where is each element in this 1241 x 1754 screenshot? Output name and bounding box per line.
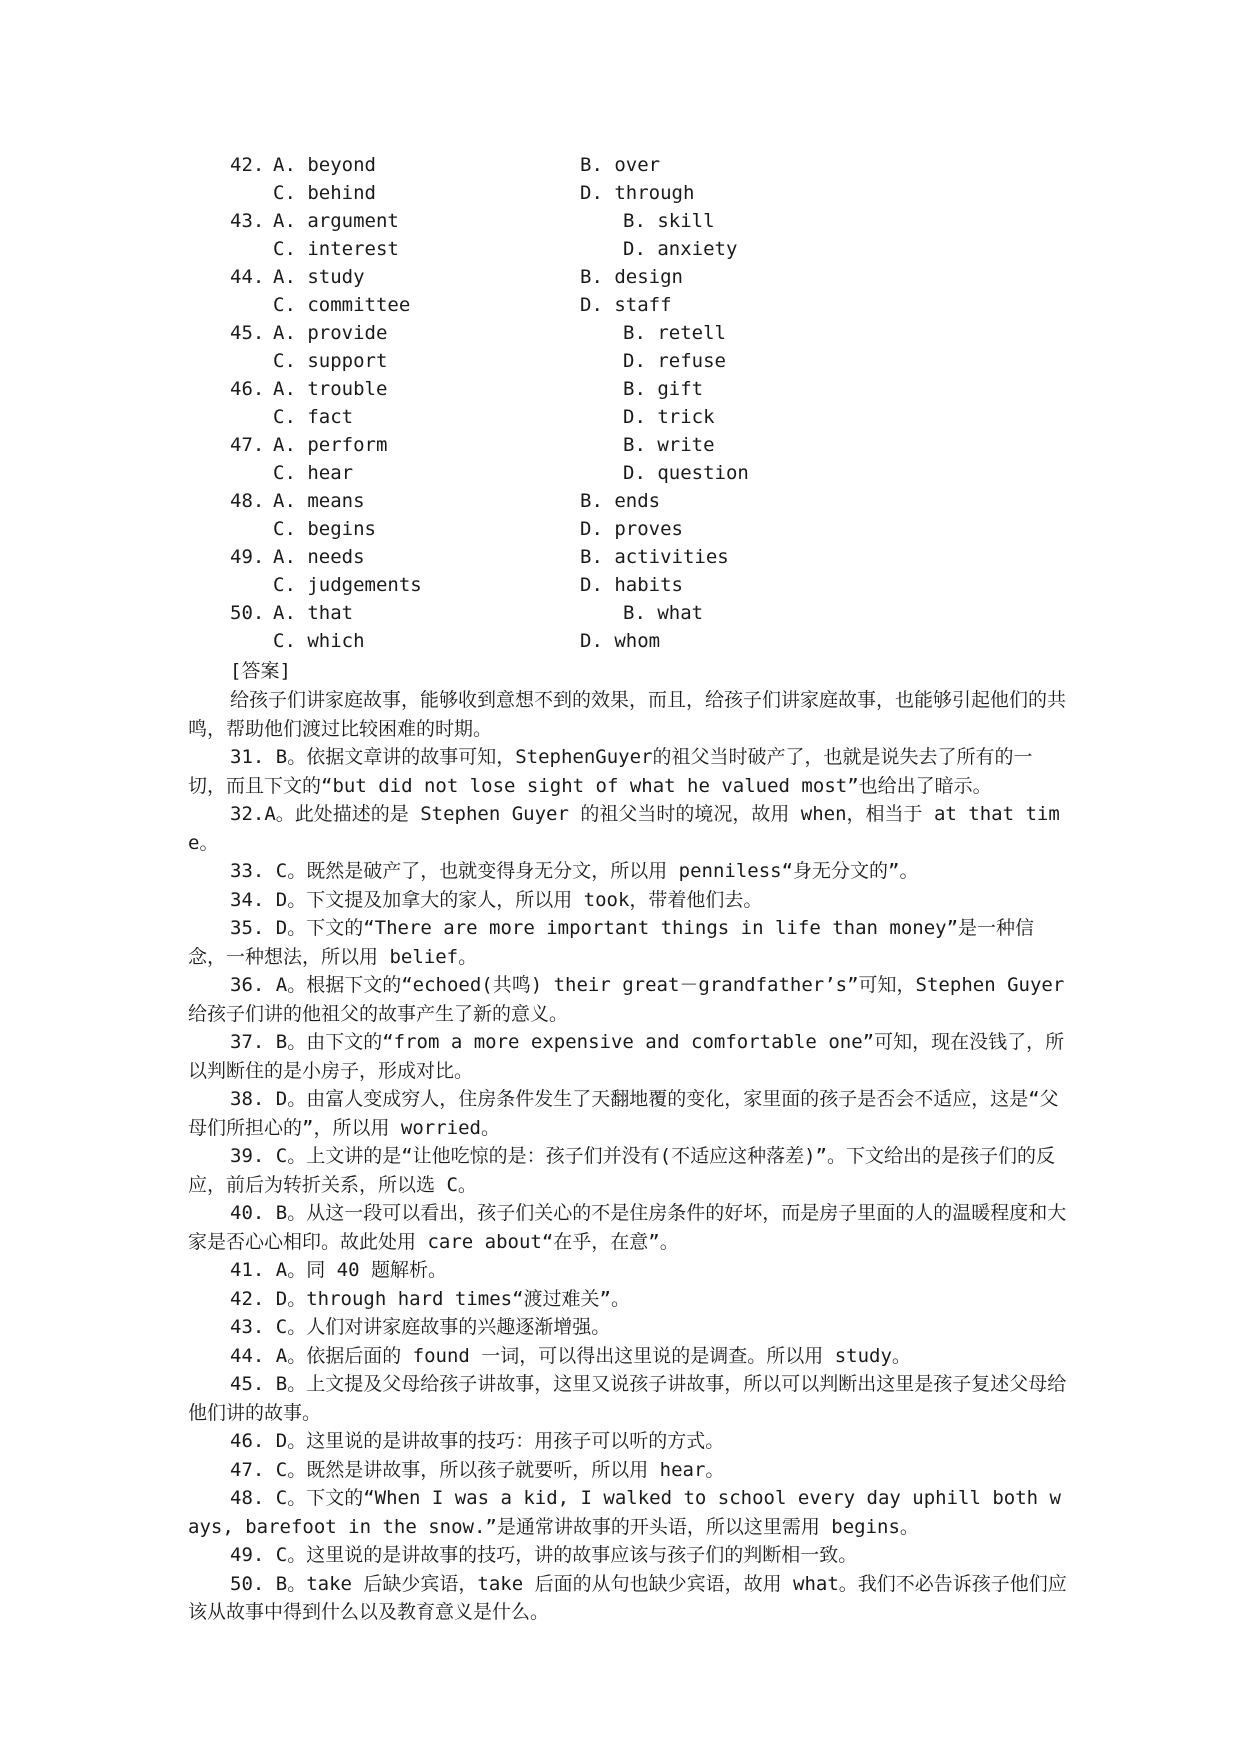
paragraph-answer-44: 44. A。依据后面的 found 一词，可以得出这里说的是调查。所以用 study。: [230, 1344, 911, 1367]
question-46-row2: [0, 403, 1241, 431]
question-number: 46.: [230, 378, 265, 400]
question-42-row1: [0, 151, 1241, 179]
option-d: D. anxiety: [623, 238, 738, 260]
paragraph-answer-43: 43. C。人们对讲家庭故事的兴趣逐渐增强。: [230, 1316, 611, 1338]
option-c: C. committee: [273, 294, 411, 316]
option-c: C. interest: [273, 238, 399, 260]
paragraph-answer-36: 36. A。根据下文的“echoed(共鸣) their great－grandfather’s”可知，Stephen Guyer 给孩子们讲的他祖父的故事产生了新的意义。: [188, 974, 1065, 1025]
question-number: 47.: [230, 434, 265, 456]
option-a: A. argument: [273, 210, 399, 232]
paragraph-answer-38: 38. D。由富人变成穷人，住房条件发生了天翻地覆的变化，家里面的孩子是否会不适应，这是“父母们所担心的”，所以用 worried。: [188, 1088, 1059, 1139]
option-c: C. hear: [273, 462, 354, 484]
option-a: A. perform: [273, 434, 388, 456]
option-a: A. needs: [273, 546, 365, 568]
paragraph-answer-45: 45. B。上文提及父母给孩子讲故事，这里又说孩子讲故事，所以可以判断出这里是孩子复述父母给他们讲的故事。: [188, 1373, 1067, 1424]
paragraph-answer-34: 34. D。下文提及加拿大的家人，所以用 took，带着他们去。: [230, 888, 763, 911]
option-a: A. that: [273, 602, 354, 624]
question-45-row2: [0, 347, 1241, 375]
option-d: D. staff: [580, 294, 672, 316]
option-c: C. which: [273, 630, 365, 652]
question-50-row1: [0, 599, 1241, 627]
question-43-row1: [0, 207, 1241, 235]
question-43-row2: [0, 235, 1241, 263]
question-number: 49.: [230, 546, 265, 568]
question-number: 43.: [230, 210, 265, 232]
option-b: B. over: [580, 154, 661, 176]
option-c: C. behind: [273, 182, 376, 204]
option-d: D. through: [580, 182, 695, 204]
paragraph-answer-40: 40. B。从这一段可以看出，孩子们关心的不是住房条件的好坏，而是房子里面的人的温暖程度和大家是否心心相印。故此处用 care about“在乎，在意”。: [188, 1202, 1067, 1253]
paragraph-answer-47: 47. C。既然是讲故事，所以孩子就要听，所以用 hear。: [230, 1458, 725, 1481]
paragraph-answer-46: 46. D。这里说的是讲故事的技巧：用孩子可以听的方式。: [230, 1430, 725, 1452]
answer-heading: [答案]: [230, 660, 291, 682]
paragraph-answer-49: 49. C。这里说的是讲故事的技巧，讲的故事应该与孩子们的判断相一致。: [230, 1544, 858, 1566]
paragraph-answer-37: 37. B。由下文的“from a more expensive and comfortable one”可知，现在没钱了，所以判断住的是小房子，形成对比。: [188, 1031, 1065, 1082]
paragraph-answer-50: 50. B。take 后缺少宾语，take 后面的从句也缺少宾语，故用 what。我们不必告诉孩子他们应该从故事中得到什么以及教育意义是什么。: [188, 1572, 1067, 1623]
option-a: A. study: [273, 266, 365, 288]
question-number: 50.: [230, 602, 265, 624]
option-c: C. fact: [273, 406, 354, 428]
question-50-row2: [0, 627, 1241, 655]
paragraph-summary: 给孩子们讲家庭故事，能够收到意想不到的效果，而且，给孩子们讲家庭故事，也能够引起他们的共鸣，帮助他们渡过比较困难的时期。: [188, 689, 1067, 740]
option-c: C. support: [273, 350, 388, 372]
paragraph-answer-35: 35. D。下文的“There are more important things in life than money”是一种信念，一种想法，所以用 belief。: [188, 917, 1035, 968]
option-a: A. provide: [273, 322, 388, 344]
paragraph-answer-31: 31. B。依据文章讲的故事可知，StephenGuyer的祖父当时破产了，也就是说失去了所有的一切，而且下文的“but did not lose sight of what he valued most”也给出了暗示。: [188, 746, 1033, 797]
option-a: A. trouble: [273, 378, 388, 400]
option-a: A. means: [273, 490, 365, 512]
question-44-row1: [0, 263, 1241, 291]
option-b: B. design: [580, 266, 683, 288]
paragraph-answer-41: 41. A。同 40 题解析。: [230, 1259, 447, 1281]
question-48-row2: [0, 515, 1241, 543]
option-d: D. refuse: [623, 350, 726, 372]
option-b: B. ends: [580, 490, 661, 512]
question-48-row1: [0, 487, 1241, 515]
question-45-row1: [0, 319, 1241, 347]
question-number: 48.: [230, 490, 265, 512]
option-b: B. activities: [580, 546, 729, 568]
paragraph-answer-48: 48. C。下文的“When I was a kid, I walked to school every day uphill both ways, barefoot in the snow.”是通常讲故事的开头语，所以这里需用 begins。: [188, 1487, 1061, 1538]
option-d: D. habits: [580, 574, 683, 596]
question-number: 44.: [230, 266, 265, 288]
option-d: D. whom: [580, 630, 661, 652]
question-44-row2: [0, 291, 1241, 319]
paragraph-answer-42: 42. D。through hard times“渡过难关”。: [230, 1287, 630, 1310]
option-b: B. what: [623, 602, 704, 624]
option-c: C. judgements: [273, 574, 422, 596]
option-b: B. skill: [623, 210, 715, 232]
option-b: B. gift: [623, 378, 704, 400]
option-b: B. write: [623, 434, 715, 456]
option-d: D. trick: [623, 406, 715, 428]
option-d: D. question: [623, 462, 749, 484]
question-42-row2: [0, 179, 1241, 207]
question-number: 45.: [230, 322, 265, 344]
question-46-row1: [0, 375, 1241, 403]
paragraph-answer-39: 39. C。上文讲的是“让他吃惊的是：孩子们并没有(不适应这种落差)”。下文给出的是孩子们的反应，前后为转折关系，所以选 C。: [188, 1145, 1055, 1196]
question-47-row2: [0, 459, 1241, 487]
question-49-row2: [0, 571, 1241, 599]
question-47-row1: [0, 431, 1241, 459]
option-a: A. beyond: [273, 154, 376, 176]
question-49-row1: [0, 543, 1241, 571]
answer-explanations: [188, 686, 1068, 1627]
paragraph-answer-32: 32.A。此处描述的是 Stephen Guyer 的祖父当时的境况，故用 when，相当于 at that time。: [188, 803, 1060, 854]
option-b: B. retell: [623, 322, 726, 344]
question-number: 42.: [230, 154, 265, 176]
option-c: C. begins: [273, 518, 376, 540]
option-d: D. proves: [580, 518, 683, 540]
paragraph-answer-33: 33. C。既然是破产了，也就变得身无分文，所以用 penniless“身无分文的”。: [230, 860, 919, 882]
